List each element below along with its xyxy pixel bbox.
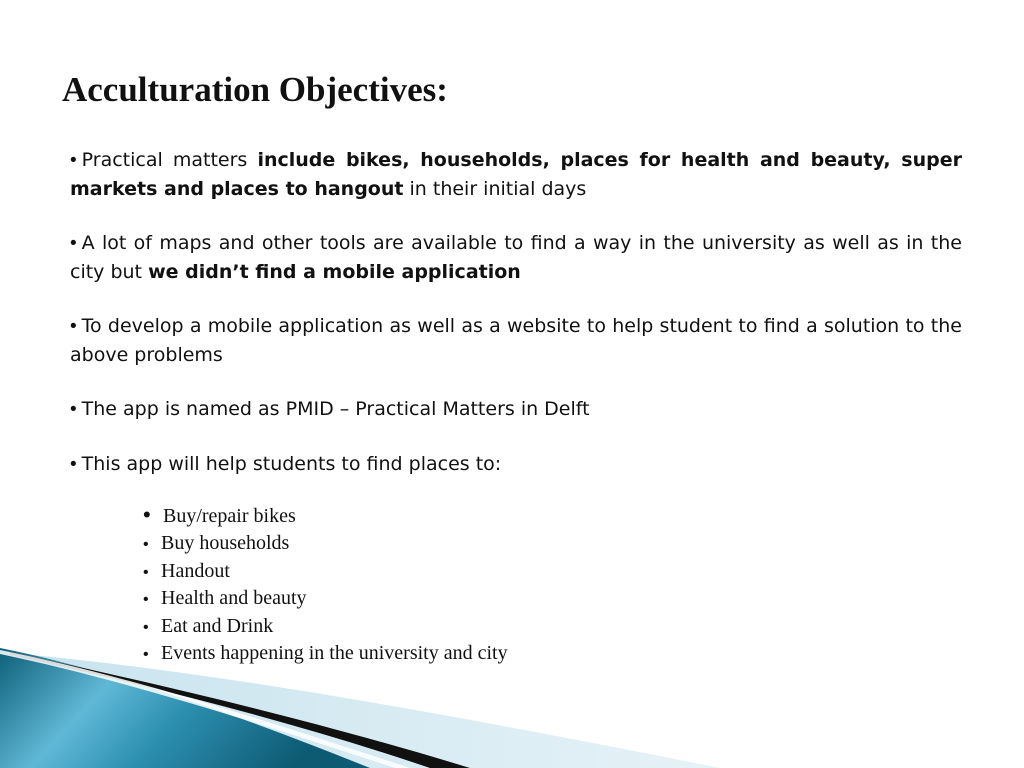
bullet-text: To develop a mobile application as well as a website to help student to find a solution to the above problems [70,315,962,366]
bullet-text: The app is named as PMID – Practical Matters in Delft [81,398,590,420]
sub-bullet-glyph: • [143,618,149,636]
sub-bullet-text: Buy/repair bikes [163,505,296,527]
bullet-glyph: • [70,399,77,420]
sub-bullet-text: Handout [161,559,230,582]
sub-bullet-text: Buy households [161,532,290,554]
sub-bullet-text: Eat and Drink [161,614,274,637]
sub-bullet-glyph: • [143,591,149,608]
sub-bullet-glyph: • [143,502,151,527]
bullet-text-tail: in their initial days [403,178,587,200]
bullet-glyph: • [70,316,77,337]
bullet-glyph: • [70,150,77,171]
slide-title: Acculturation Objectives: [62,70,448,109]
sub-bullet-glyph: • [143,536,149,553]
sub-bullet-glyph: • [143,563,149,581]
bullet-text: This app will help students to find places to: [81,453,502,475]
bullet-glyph: • [70,233,77,254]
bullet-bold-text: we didn’t find a mobile application [148,261,521,283]
bullet-glyph: • [70,454,77,475]
bullet-bold-text: include bikes, households, places for health and beauty, super markets and places to hangout [70,149,962,200]
sub-bullet-text: Events happening in the university and city [161,642,508,664]
bullet-text: Practical matters [81,149,258,171]
sub-bullet-glyph: • [143,646,149,663]
bullet-text: A lot of maps and other tools are available to find a way in the university as well as in the city but [70,232,962,283]
sub-bullet-text: Health and beauty [161,587,307,609]
